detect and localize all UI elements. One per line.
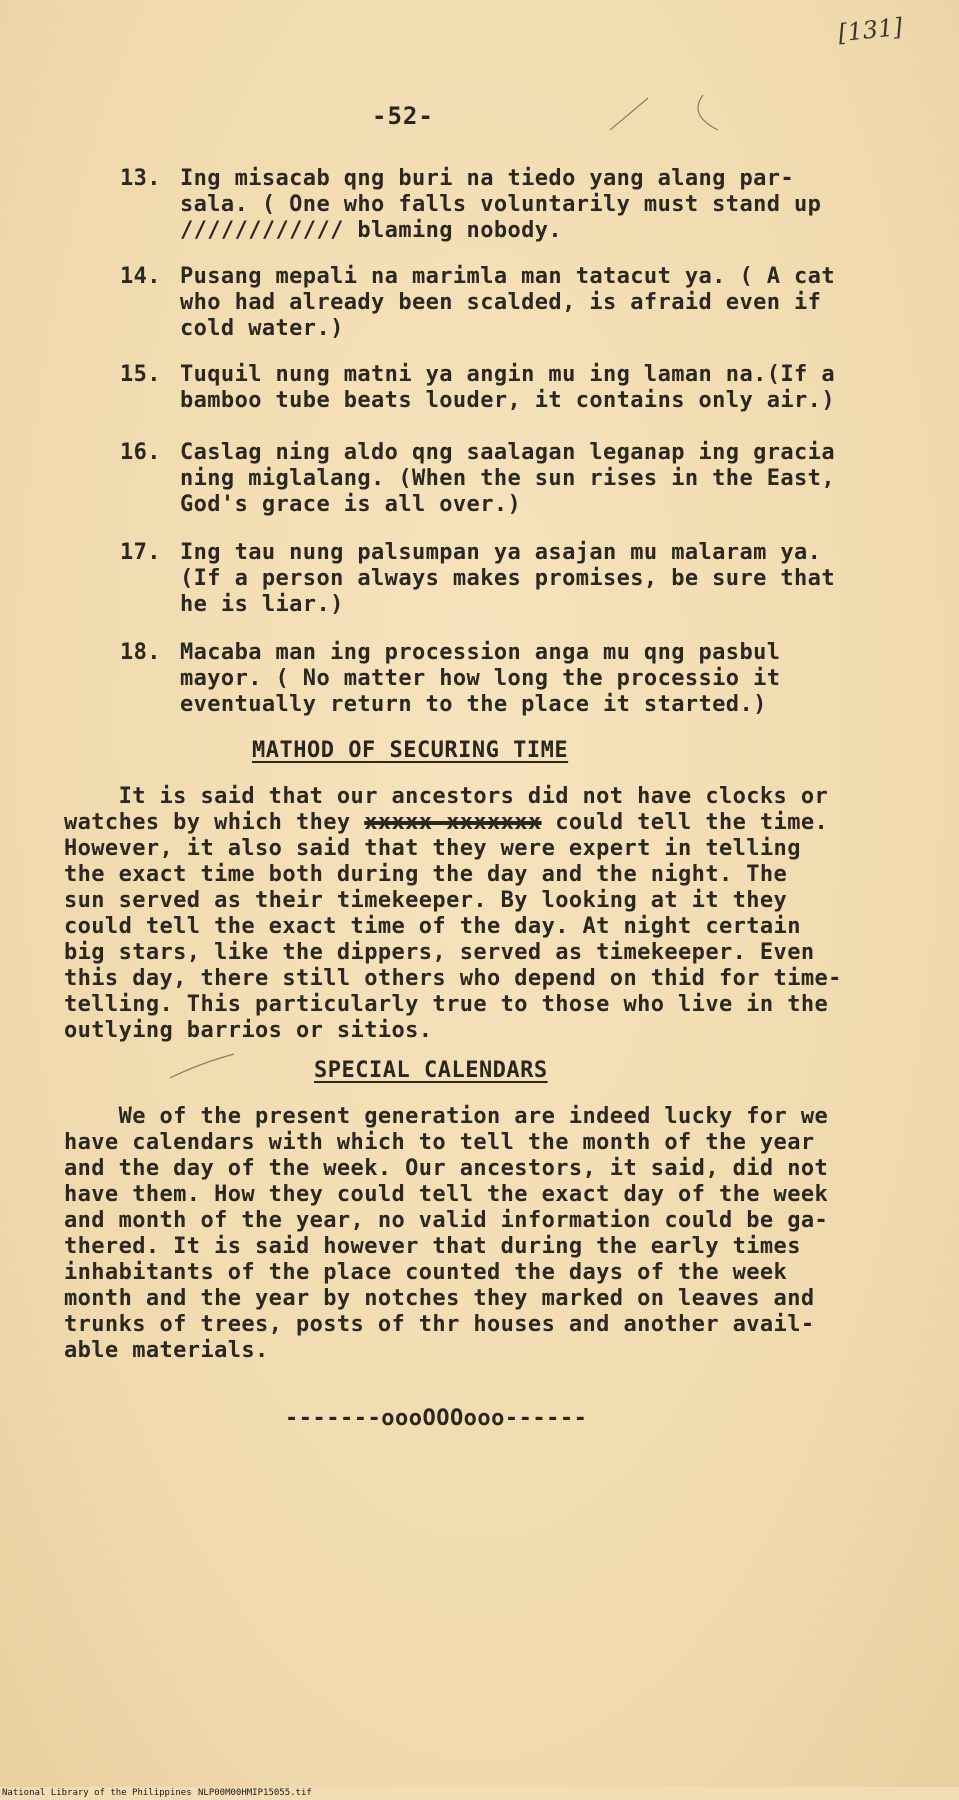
- proverb-number: 13.: [120, 166, 161, 191]
- paragraph-line: trunks of trees, posts of thr houses and another avail-: [64, 1312, 815, 1337]
- proverb-number: 18.: [120, 640, 161, 665]
- proverb-line: Tuquil nung matni ya angin mu ing laman na.(If a: [180, 362, 835, 387]
- proverb-number: 15.: [120, 362, 161, 387]
- paragraph-line: able materials.: [64, 1338, 269, 1363]
- proverb-line: God's grace is all over.): [180, 492, 522, 517]
- pencil-mark: [168, 1052, 238, 1082]
- paragraph-line: this day, there still others who depend on thid for time-: [64, 966, 842, 991]
- section-heading-calendars: SPECIAL CALENDARS: [314, 1058, 548, 1083]
- footer-filename: NLP00M00HMIP15055.tif: [198, 1788, 312, 1798]
- proverb-line: Pusang mepali na marimla man tatacut ya. ( A cat: [180, 264, 835, 289]
- paragraph-line: sun served as their timekeeper. By looking at it they: [64, 888, 788, 913]
- proverb-line: Macaba man ing procession anga mu qng pasbul: [180, 640, 781, 665]
- paragraph-line: telling. This particularly true to those who live in the: [64, 992, 829, 1017]
- pencil-mark: [608, 90, 728, 140]
- footer-library: National Library of the Philippines: [2, 1788, 192, 1798]
- handwritten-page-ref: [131]: [836, 12, 904, 48]
- paragraph-line: It is said that our ancestors did not have clocks or: [64, 784, 829, 809]
- paragraph-line: have them. How they could tell the exact day of the week: [64, 1182, 829, 1207]
- proverb-line: mayor. ( No matter how long the processio it: [180, 666, 781, 691]
- paragraph-line: [64, 810, 828, 836]
- proverb-number: 14.: [120, 264, 161, 289]
- paragraph-line: We of the present generation are indeed lucky for we: [64, 1104, 829, 1129]
- struck-text: xxxxx xxxxxxx: [364, 810, 542, 835]
- proverb-line: sala. ( One who falls voluntarily must stand up: [180, 192, 822, 217]
- paragraph-line-start: watches by which they: [64, 810, 365, 835]
- paragraph-line: inhabitants of the place counted the days of the week: [64, 1260, 788, 1285]
- paragraph-line: the exact time both during the day and the night. The: [64, 862, 788, 887]
- paragraph-line: month and the year by notches they marked on leaves and: [64, 1286, 815, 1311]
- proverb-line: eventually return to the place it started.): [180, 692, 767, 717]
- proverb-line: who had already been scalded, is afraid even if: [180, 290, 822, 315]
- end-divider: -------oooOOOooo------: [285, 1406, 588, 1431]
- proverb-line: cold water.): [180, 316, 344, 341]
- proverb-line: //////////// blaming nobody.: [180, 218, 563, 243]
- page-number: -52-: [372, 102, 434, 130]
- paragraph-line: could tell the exact time of the day. At night certain: [64, 914, 801, 939]
- proverb-line: he is liar.): [180, 592, 344, 617]
- paragraph-line: thered. It is said however that during the early times: [64, 1234, 801, 1259]
- paragraph-line: and the day of the week. Our ancestors, it said, did not: [64, 1156, 829, 1181]
- proverb-number: 16.: [120, 440, 161, 465]
- paragraph-line: outlying barrios or sitios.: [64, 1018, 433, 1043]
- proverb-line: Ing tau nung palsumpan ya asajan mu malaram ya.: [180, 540, 822, 565]
- paragraph-line: and month of the year, no valid information could be ga-: [64, 1208, 829, 1233]
- section-heading-time: MATHOD OF SECURING TIME: [252, 738, 569, 763]
- paragraph-line: However, it also said that they were expert in telling: [64, 836, 801, 861]
- proverb-number: 17.: [120, 540, 161, 565]
- proverb-line: Ing misacab qng buri na tiedo yang alang par-: [180, 166, 795, 191]
- paragraph-line: have calendars with which to tell the month of the year: [64, 1130, 815, 1155]
- scan-footer: [0, 1787, 959, 1800]
- paragraph-line: big stars, like the dippers, served as timekeeper. Even: [64, 940, 815, 965]
- proverb-line: bamboo tube beats louder, it contains only air.): [180, 388, 835, 413]
- paragraph-line-end: could tell the time.: [541, 810, 829, 835]
- proverb-line: ning miglalang. (When the sun rises in the East,: [180, 466, 835, 491]
- proverb-line: Caslag ning aldo qng saalagan leganap ing gracia: [180, 440, 835, 465]
- proverb-line: (If a person always makes promises, be sure that: [180, 566, 835, 591]
